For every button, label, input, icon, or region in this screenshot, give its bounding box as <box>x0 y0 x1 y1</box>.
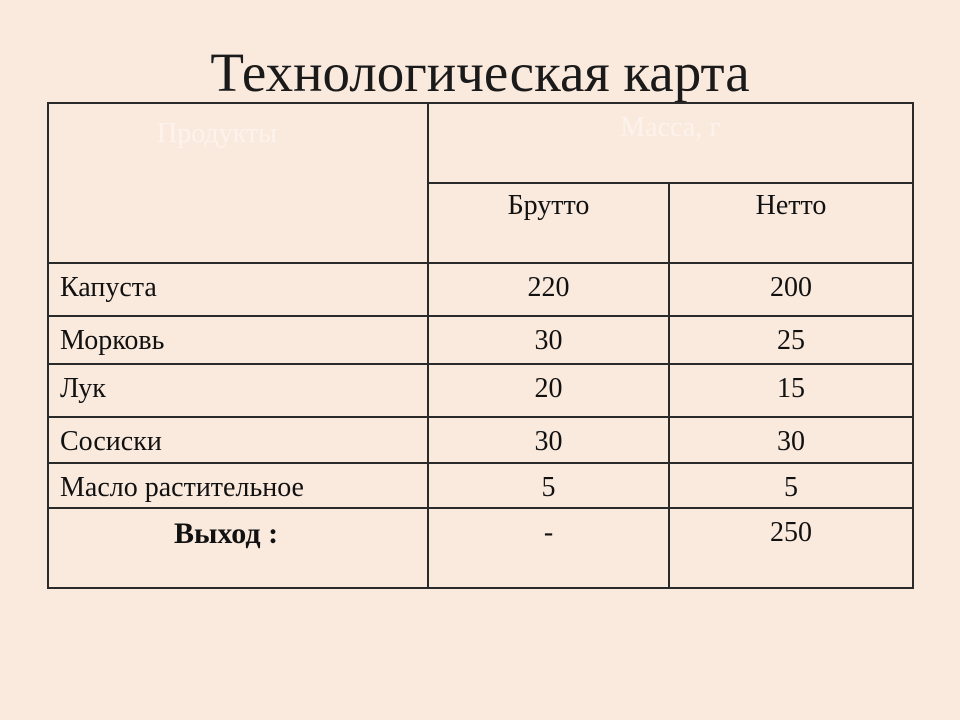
total-label: Выход : <box>48 508 428 588</box>
tech-card-table <box>47 102 914 589</box>
total-row <box>48 508 913 588</box>
netto-value: 5 <box>669 463 913 508</box>
header-netto: Нетто <box>669 183 913 263</box>
netto-value: 25 <box>669 316 913 364</box>
table-row <box>48 263 913 316</box>
netto-value: 30 <box>669 417 913 463</box>
header-brutto: Брутто <box>428 183 669 263</box>
total-brutto: - <box>428 508 669 588</box>
total-netto: 250 <box>669 508 913 588</box>
product-name: Лук <box>48 364 428 417</box>
header-mass: Масса, г <box>428 103 913 183</box>
product-name: Масло растительное <box>48 463 428 508</box>
product-name: Сосиски <box>48 417 428 463</box>
header-products: Продукты <box>48 103 428 263</box>
brutto-value: 220 <box>428 263 669 316</box>
brutto-value: 30 <box>428 316 669 364</box>
table-row <box>48 417 913 463</box>
netto-value: 15 <box>669 364 913 417</box>
brutto-value: 30 <box>428 417 669 463</box>
netto-value: 200 <box>669 263 913 316</box>
brutto-value: 20 <box>428 364 669 417</box>
product-name: Капуста <box>48 263 428 316</box>
brutto-value: 5 <box>428 463 669 508</box>
table-row <box>48 364 913 417</box>
table-row <box>48 316 913 364</box>
page-title: Технологическая карта <box>210 42 750 103</box>
table-row <box>48 463 913 508</box>
product-name: Морковь <box>48 316 428 364</box>
header-row <box>48 103 913 183</box>
